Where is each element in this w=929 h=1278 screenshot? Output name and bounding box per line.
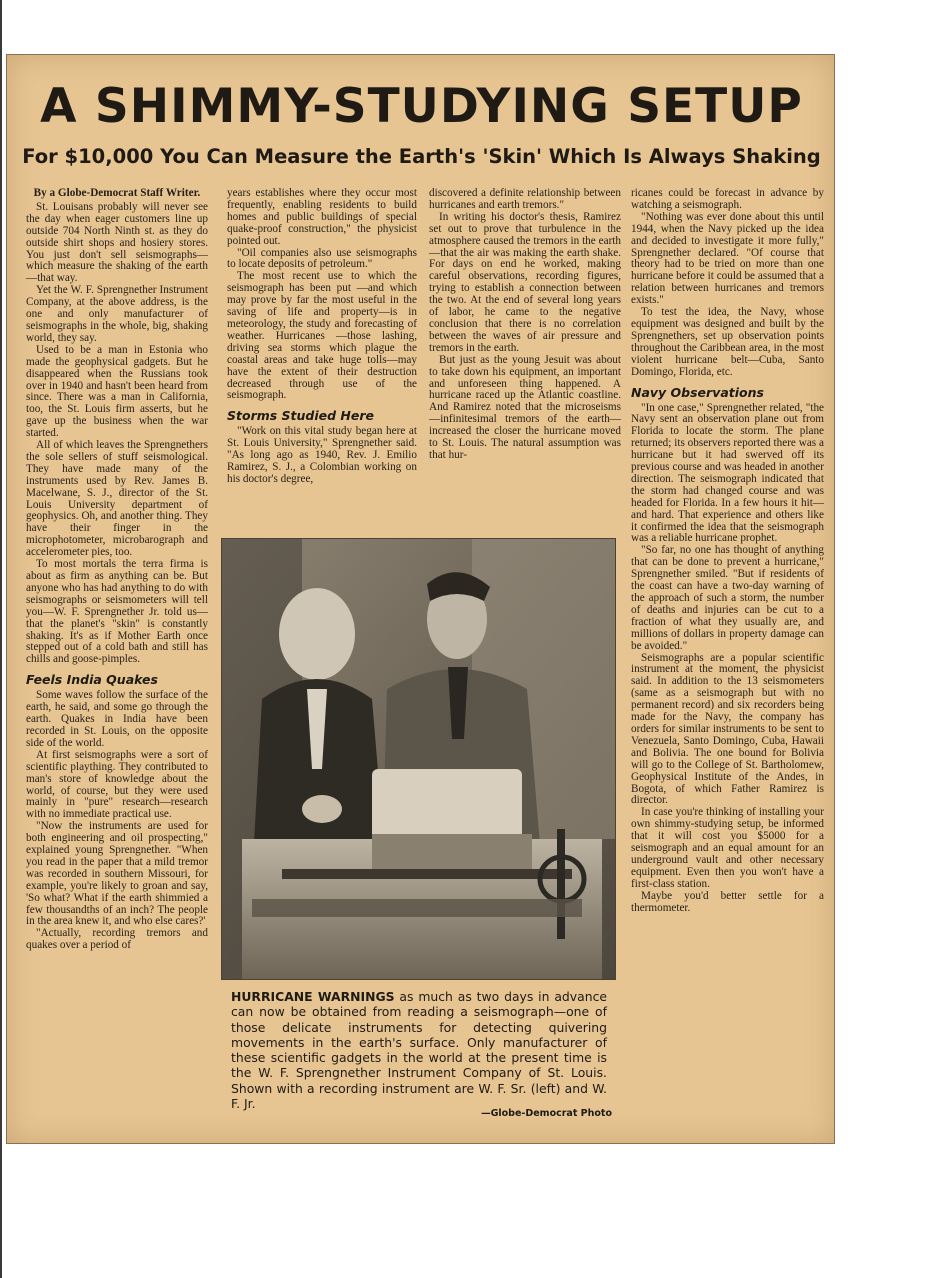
paragraph: "In one case," Sprengnether related, "the Navy sent an observation plane out from Florida to locate the storm. The plane returned; its observers reported there was a hurricane but it had swerved off its previous course and was headed in another direction. The seismograph indicated that the storm had changed course and was headed for Florida. In a few hours it hit—and hard. That experience and others like it confirmed the idea that the seismograph was a reliable hurricane prophet. xyxy=(631,401,824,545)
paragraph: "Oil companies also use seismographs to locate deposits of petroleum." xyxy=(227,246,417,271)
photo-credit: —Globe-Democrat Photo xyxy=(481,1108,612,1119)
paragraph: Used to be a man in Estonia who made the geophysical gadgets. But he disappeared when the Russians took over in 1940 and hasn't been heard from since. There was a man in California, too, the St. Louis firm asserts, but he gave up the business when the war started. xyxy=(26,343,208,440)
paragraph: But just as the young Jesuit was about to take down his equipment, an important and unforeseen thing happened. A hurricane raced up the Atlantic coastline. And Ramirez noted that the microseisms—infinitesimal tremors of the earth—increased the closer the hurricane moved to St. Louis. The natural assumption was that hur- xyxy=(429,353,621,461)
paragraph: "Now the instruments are used for both engineering and oil prospecting," explained young Sprengnether. "When you read in the paper that a mild tremor was recorded in southern Missouri, for example, you're likely to groan and say, 'So what? What if the earth shimmied a few thousandths of an inch? The people in the area knew it, and who else cares?' xyxy=(26,820,208,928)
paragraph: "Work on this vital study began here at St. Louis University," Sprengnether said. "As long ago as 1940, Rev. J. Emilio Ramirez, S. J., a Colombian working on his doctor's degree, xyxy=(227,425,417,485)
headline: A SHIMMY-STUDYING SETUP xyxy=(40,79,803,134)
news-photo xyxy=(221,538,616,980)
subheadline: For $10,000 You Can Measure the Earth's 'Skin' Which Is Always Shaking xyxy=(22,145,821,168)
section-heading-navy-observations: Navy Observations xyxy=(631,384,764,400)
scan-edge xyxy=(0,0,2,1278)
byline: By a Globe-Democrat Staff Writer. xyxy=(33,187,201,199)
paragraph: "So far, no one has thought of anything that can be done to prevent a hurricane," Sprengnether smiled. "But if residents of the coast can have a two-day warning of the approach of such a storm, the number of deaths and injuries can be cut to a fraction of what they usually are, and millions of dollars in property damage can be avoided." xyxy=(631,544,824,652)
paragraph: discovered a definite relationship between hurricanes and earth tremors." xyxy=(429,187,621,211)
paragraph: Maybe you'd better settle for a thermometer. xyxy=(631,889,824,914)
newspaper-clipping xyxy=(6,54,835,1144)
column-3 xyxy=(429,188,621,462)
paragraph: The most recent use to which the seismograph has been put —and which may prove by far the most useful in the saving of life and property—is in meteorology, the study and forecasting of weather. Hurricanes —those lashing, driving sea storms which plague the coastal areas and take huge tolls—may have the extent of their destruction decreased through use of the seismograph. xyxy=(227,270,417,402)
paragraph: Yet the W. F. Sprengnether Instrument Company, at the above address, is the one and only manufacturer of seismographs in the whole, big, shaking world, they say. xyxy=(26,284,208,344)
paragraph: All of which leaves the Sprengnethers the sole sellers of stuff seismological. They have made many of the instruments used by Rev. James B. Macelwane, S. J., director of the St. Louis University department of geophysics. Oh, and another thing. They have their finger in the microphotometer, microbarograph and accelerometer pies, too. xyxy=(26,439,208,559)
photo-caption xyxy=(231,989,607,1111)
paragraph: ricanes could be forecast in advance by watching a seismograph. xyxy=(631,187,824,211)
paragraph: Seismographs are a popular scientific instrument at the moment, the physicist said. In addition to the 13 seismometers (same as a seismograph but with no permanent record) and six recorders being made for the Navy, the company has orders for similar instruments to be sent to Venezuela, Santo Domingo, Cuba, Hawaii and Bolivia. The one bound for Bolivia will go to the College of St. Bartholomew, Geophysical Institute of the Andes, in Bogota, of which Father Ramirez is director. xyxy=(631,651,824,807)
paragraph: "Nothing was ever done about this until 1944, when the Navy picked up the idea and decided to investigate it more fully," Sprengnether declared. "Of course that theory had to be tried on more than one hurricane before it could be assumed that a relation between hurricanes and tremors exists." xyxy=(631,210,824,307)
paragraph: In case you're thinking of installing your own shimmy-studying setup, be informed that it will cost you $5000 for a seismograph and an equal amount for an underground vault and other necessary equipment. Even then you won't have a first-class station. xyxy=(631,806,824,890)
section-heading-storms-studied: Storms Studied Here xyxy=(227,408,375,424)
column-2 xyxy=(227,188,417,486)
paragraph: In writing his doctor's thesis, Ramirez set out to prove that turbulence in the atmosphere caused the tremors in the earth —that the air was making the earth shake. For days on end he worked, making careful observations, recording figures, trying to establish a connection between the two. At the end of several long years of labor, he came to the negative conclusion that there is no correlation between the waves of air pressure and tremors in the earth. xyxy=(429,210,621,354)
caption-text: as much as two days in advance can now be obtained from reading a seismograph—one of those delicate instruments for detecting quivering movements in the earth's surface. Only manufacturer of these scientific gadgets in the world at the present time is the W. F. Sprengnether Instrument Company of St. Louis. Shown with a recording instrument are W. F. Sr. (left) and W. F. Jr. xyxy=(231,989,608,1112)
paragraph: "Actually, recording tremors and quakes over a period of xyxy=(26,927,208,952)
column-1 xyxy=(26,188,208,952)
section-heading-india-quakes: Feels India Quakes xyxy=(26,672,158,688)
paragraph: To most mortals the terra firma is about as firm as anything can be. But anyone who has had anything to do with seismographs or seismometers will tell you—W. F. Sprengnether Jr. told us—that the planet's "skin" is constantly shaking. It's as if Mother Earth once stepped out of a cold bath and still has chills and goose-pimples. xyxy=(26,558,208,666)
paragraph: At first seismographs were a sort of scientific plaything. They contributed to man's store of knowledge about the world, of course, but they were used mainly in "pure" research—research with no immediate practical use. xyxy=(26,748,208,821)
column-4 xyxy=(631,188,824,914)
paragraph: To test the idea, the Navy, whose equipment was designed and built by the Sprengnethers, set up observation points throughout the Caribbean area, in the most violent hurricane belt—Cuba, Santo Domingo, Florida, etc. xyxy=(631,306,824,378)
paragraph: years establishes where they occur most frequently, enabling residents to build homes and public buildings of special quake-proof construction," the physicist pointed out. xyxy=(227,187,417,247)
caption-lead: HURRICANE WARNINGS xyxy=(231,989,395,1004)
paragraph: Some waves follow the surface of the earth, he said, and some go through the earth. Quakes in India have been recorded in St. Louis, on the opposite side of the world. xyxy=(26,689,208,749)
paragraph: St. Louisans probably will never see the day when eager customers line up outside 704 North Ninth st. as they do outside shirt shops and hosiery stores. You just don't sell seismographs—which measure the shaking of the earth—that way. xyxy=(26,200,208,285)
photo-illustration xyxy=(222,539,615,979)
